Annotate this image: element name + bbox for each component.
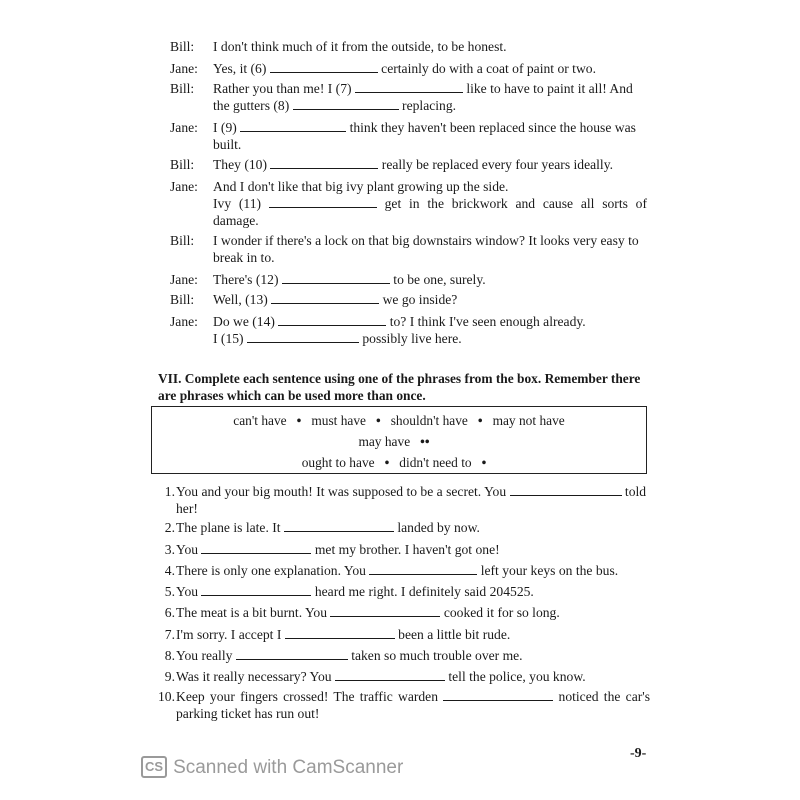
bullet: •	[481, 455, 487, 470]
dialogue-line	[170, 271, 650, 288]
item-text: Was it really necessary? You	[176, 669, 335, 684]
speaker: Bill:	[170, 39, 195, 54]
speaker: Jane:	[170, 61, 198, 76]
section-heading: VII. Complete each sentence using one of the phrases from the box. Remember there are phrases which can be used more than once.	[158, 371, 641, 403]
item-text: met my brother. I haven't got one!	[311, 542, 500, 557]
line-text: to be one, surely.	[389, 272, 486, 287]
phrase-row	[152, 434, 646, 450]
answer-blank-10[interactable]	[443, 690, 553, 701]
item-number: 1.	[164, 484, 175, 499]
dialogue-line	[170, 232, 650, 266]
answer-blank-5[interactable]	[201, 585, 311, 596]
line-text: And I don't like that big ivy plant growing up the side.	[213, 179, 509, 194]
dialogue-line	[170, 291, 650, 308]
speaker: Bill:	[170, 81, 195, 96]
line-text: think they haven't been replaced since the house was built.	[213, 120, 636, 152]
speaker: Jane:	[170, 314, 198, 329]
exercise-item	[158, 604, 650, 621]
scanner-watermark	[141, 756, 403, 779]
item-text: The plane is late. It	[176, 520, 284, 535]
phrase: shouldn't have	[390, 413, 468, 428]
answer-blank-3[interactable]	[201, 543, 311, 554]
exercise-item	[158, 541, 650, 558]
phrase: must have	[311, 413, 366, 428]
line-text: really be replaced every four years ideally.	[378, 157, 614, 172]
line-text: possibly live here.	[358, 331, 462, 346]
speaker: Jane:	[170, 179, 198, 194]
line-text: we go inside?	[379, 292, 458, 307]
line-text: Well, (13)	[213, 292, 272, 307]
item-text: Keep your fingers crossed! The traffic warden	[176, 689, 444, 704]
page-number: -9-	[630, 746, 647, 761]
phrase: can't have	[233, 413, 287, 428]
camscanner-logo-icon: CS	[141, 756, 167, 778]
item-text: The meat is a bit burnt. You	[176, 605, 331, 620]
item-text: You	[176, 542, 202, 557]
item-text: tell the police, you know.	[444, 669, 586, 684]
item-text: You	[176, 584, 202, 599]
blank-12[interactable]	[282, 273, 390, 284]
exercise-item	[158, 668, 650, 685]
dialogue-line	[170, 80, 650, 114]
blank-11[interactable]	[269, 197, 377, 208]
dialogue-line	[170, 156, 650, 173]
blank-9[interactable]	[240, 121, 346, 132]
bullet: •	[424, 434, 430, 449]
exercise-item	[158, 483, 650, 517]
item-number: 5.	[164, 584, 175, 599]
bullet: •	[376, 413, 381, 428]
item-number: 4.	[164, 563, 175, 578]
bullet: •	[384, 455, 390, 470]
blank-14[interactable]	[278, 315, 386, 326]
blank-15[interactable]	[247, 332, 359, 343]
blank-10[interactable]	[270, 158, 378, 169]
line-text: I (15)	[213, 331, 247, 346]
line-text: like to have to paint it all! And the gutters (8)	[213, 81, 633, 113]
blank-13[interactable]	[271, 293, 379, 304]
item-number: 6.	[164, 605, 175, 620]
line-text: replacing.	[398, 98, 457, 113]
dialogue-line	[170, 38, 650, 55]
item-text: You really	[176, 648, 236, 663]
item-number: 8.	[164, 648, 175, 663]
line-text: They (10)	[213, 157, 271, 172]
exercise-item	[158, 688, 650, 722]
speaker: Bill:	[170, 292, 195, 307]
blank-8[interactable]	[293, 99, 399, 110]
answer-blank-8[interactable]	[236, 649, 348, 660]
exercise-item	[158, 647, 650, 664]
phrase-box	[151, 406, 647, 474]
item-text: told her!	[176, 484, 647, 516]
item-number: 2.	[164, 520, 175, 535]
item-number: 9.	[164, 669, 175, 684]
exercise-item	[158, 583, 650, 600]
answer-blank-7[interactable]	[285, 628, 395, 639]
line-text: Ivy (11)	[213, 196, 269, 211]
line-text: I (9)	[213, 120, 241, 135]
dialogue-line	[170, 178, 650, 229]
phrase-row	[152, 455, 646, 471]
phrase: ought to have	[301, 455, 375, 470]
watermark-text: Scanned with CamScanner	[173, 757, 404, 778]
item-number: 3.	[164, 542, 175, 557]
item-text: You and your big mouth! It was supposed to be a secret. You	[176, 484, 510, 499]
item-text: left your keys on the bus.	[477, 563, 619, 578]
line-text: I wonder if there's a lock on that big downstairs window? It looks very easy to break in to.	[213, 233, 639, 265]
line-text: certainly do with a coat of paint or two.	[377, 61, 596, 76]
phrase: didn't need to	[399, 455, 472, 470]
bullet: •	[420, 434, 425, 449]
item-number: 7.	[164, 627, 175, 642]
item-text: taken so much trouble over me.	[347, 648, 523, 663]
blank-7[interactable]	[355, 82, 463, 93]
dialogue-line	[170, 60, 650, 77]
phrase-row	[152, 413, 646, 429]
answer-blank-2[interactable]	[284, 521, 394, 532]
dialogue-line	[170, 119, 650, 153]
answer-blank-6[interactable]	[330, 606, 440, 617]
speaker: Jane:	[170, 120, 198, 135]
line-text: Yes, it (6)	[213, 61, 270, 76]
item-text: been a little bit rude.	[394, 627, 511, 642]
line-text: There's (12)	[213, 272, 282, 287]
item-text: cooked it for so long.	[440, 605, 560, 620]
bullet: •	[477, 413, 483, 428]
phrase: may have	[358, 434, 411, 449]
answer-blank-1[interactable]	[510, 485, 622, 496]
line-text: to? I think I've seen enough already.	[386, 314, 586, 329]
bullet: •	[296, 413, 302, 428]
speaker: Bill:	[170, 157, 195, 172]
item-text: I'm sorry. I accept I	[176, 627, 285, 642]
exercise-item	[158, 562, 650, 579]
answer-blank-4[interactable]	[369, 564, 477, 575]
exercise-item	[158, 519, 650, 536]
item-text: heard me right. I definitely said 204525.	[311, 584, 534, 599]
line-text: Do we (14)	[213, 314, 279, 329]
line-text: I don't think much of it from the outside, to be honest.	[213, 39, 507, 54]
answer-blank-9[interactable]	[335, 670, 445, 681]
item-text: landed by now.	[393, 520, 480, 535]
line-text: get in the brickwork and cause all sorts of damage.	[213, 196, 647, 228]
item-number: 10.	[158, 689, 175, 704]
exercise-item	[158, 626, 650, 643]
blank-6[interactable]	[270, 62, 378, 73]
item-text: noticed the car's parking ticket has run out!	[176, 689, 650, 721]
speaker: Jane:	[170, 272, 198, 287]
dialogue-line	[170, 313, 650, 347]
line-text: Rather you than me! I (7)	[213, 81, 355, 96]
item-text: There is only one explanation. You	[176, 563, 370, 578]
speaker: Bill:	[170, 233, 195, 248]
phrase: may not have	[492, 413, 565, 428]
